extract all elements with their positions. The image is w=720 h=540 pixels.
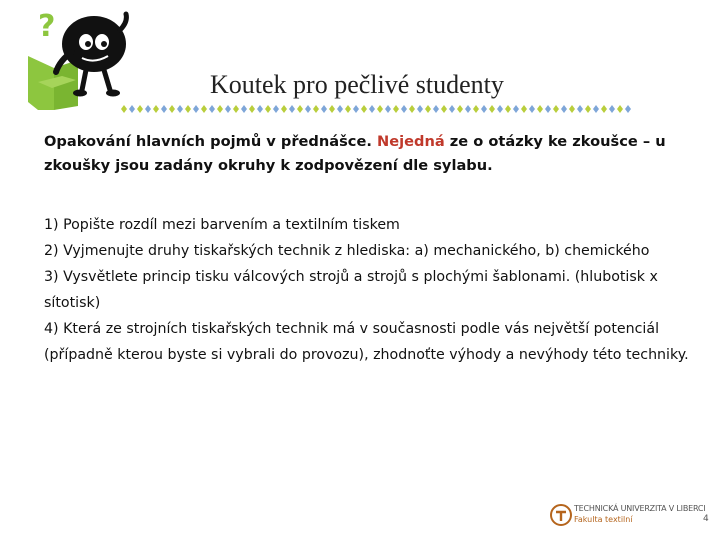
divider-diamond bbox=[345, 105, 351, 113]
divider-diamond bbox=[513, 105, 519, 113]
divider-diamond bbox=[441, 105, 447, 113]
divider-diamond bbox=[569, 105, 575, 113]
divider-diamond bbox=[545, 105, 551, 113]
divider-diamond bbox=[273, 105, 279, 113]
divider-diamond bbox=[609, 105, 615, 113]
divider-diamond bbox=[129, 105, 135, 113]
divider-diamond bbox=[281, 105, 287, 113]
intro-text-end: ze o otázky ke zkoušce – u zkoušky jsou zadány okruhy k zodpovězení dle sylabu. bbox=[44, 133, 666, 174]
divider-diamond bbox=[537, 105, 543, 113]
divider-diamond bbox=[449, 105, 455, 113]
divider-diamond bbox=[185, 105, 191, 113]
divider-diamond bbox=[153, 105, 159, 113]
question-item-2: 2) Vyjmenujte druhy tiskařských technik z hlediska: a) mechanického, b) chemického bbox=[44, 243, 650, 259]
university-name: TECHNICKÁ UNIVERZITA V LIBERCI bbox=[574, 504, 706, 513]
divider-diamond bbox=[201, 105, 207, 113]
divider-diamond bbox=[393, 105, 399, 113]
divider-diamond bbox=[617, 105, 623, 113]
divider-diamond bbox=[225, 105, 231, 113]
divider-diamond bbox=[329, 105, 335, 113]
intro-text-start: Opakování hlavních pojmů v přednášce. bbox=[44, 133, 377, 150]
university-logo-icon bbox=[550, 504, 572, 526]
divider-diamond bbox=[561, 105, 567, 113]
intro-highlight: Nejedná bbox=[376, 133, 445, 150]
divider-diamond bbox=[385, 105, 391, 113]
divider-diamond bbox=[249, 105, 255, 113]
divider-diamond bbox=[177, 105, 183, 113]
divider-diamond bbox=[145, 105, 151, 113]
page-number: 4 bbox=[703, 514, 709, 524]
divider-diamond bbox=[289, 105, 295, 113]
footer-branding bbox=[548, 502, 718, 528]
divider-diamond bbox=[257, 105, 263, 113]
divider-diamond bbox=[297, 105, 303, 113]
divider-diamond bbox=[209, 105, 215, 113]
decorative-divider bbox=[120, 103, 635, 115]
divider-diamond bbox=[505, 105, 511, 113]
divider-diamond bbox=[593, 105, 599, 113]
divider-diamond bbox=[425, 105, 431, 113]
divider-diamond bbox=[625, 105, 631, 113]
divider-diamond bbox=[601, 105, 607, 113]
divider-diamond bbox=[497, 105, 503, 113]
question-item-3: 3) Vysvětlete princip tisku válcových strojů a strojů s plochými šablonami. (hlubotisk x sítotisk) bbox=[44, 269, 658, 311]
divider-diamond bbox=[577, 105, 583, 113]
divider-diamond bbox=[417, 105, 423, 113]
divider-diamond bbox=[465, 105, 471, 113]
divider-diamond bbox=[433, 105, 439, 113]
divider-diamond bbox=[121, 105, 127, 113]
divider-diamond bbox=[137, 105, 143, 113]
divider-diamond bbox=[337, 105, 343, 113]
question-list bbox=[44, 212, 694, 368]
divider-diamond bbox=[353, 105, 359, 113]
divider-diamond bbox=[553, 105, 559, 113]
divider-diamond bbox=[265, 105, 271, 113]
divider-diamond bbox=[401, 105, 407, 113]
divider-diamond bbox=[529, 105, 535, 113]
divider-diamond bbox=[457, 105, 463, 113]
svg-text:?: ? bbox=[38, 9, 56, 44]
divider-diamond bbox=[481, 105, 487, 113]
divider-diamond bbox=[585, 105, 591, 113]
divider-diamond bbox=[521, 105, 527, 113]
divider-diamond bbox=[233, 105, 239, 113]
divider-diamond bbox=[489, 105, 495, 113]
divider-diamond bbox=[313, 105, 319, 113]
divider-diamond bbox=[193, 105, 199, 113]
question-item-1: 1) Popište rozdíl mezi barvením a textilním tiskem bbox=[44, 217, 400, 233]
divider-diamond bbox=[473, 105, 479, 113]
divider-diamond bbox=[305, 105, 311, 113]
divider-diamond bbox=[361, 105, 367, 113]
question-item-4: 4) Která ze strojních tiskařských technik má v současnosti podle vás největší potenciál (případně kterou byste si vybrali do provozu), zhodnoťte výhody a nevýhody této techniky. bbox=[44, 321, 689, 363]
question-mascot-icon bbox=[16, 6, 136, 114]
divider-diamond bbox=[409, 105, 415, 113]
slide-title: Koutek pro pečlivé studenty bbox=[210, 70, 504, 99]
divider-diamond bbox=[241, 105, 247, 113]
divider-diamond bbox=[217, 105, 223, 113]
intro-paragraph bbox=[44, 130, 694, 178]
divider-diamond bbox=[161, 105, 167, 113]
divider-diamond bbox=[169, 105, 175, 113]
divider-diamond bbox=[377, 105, 383, 113]
faculty-name: Fakulta textilní bbox=[574, 515, 633, 524]
divider-diamond bbox=[369, 105, 375, 113]
divider-diamond bbox=[321, 105, 327, 113]
